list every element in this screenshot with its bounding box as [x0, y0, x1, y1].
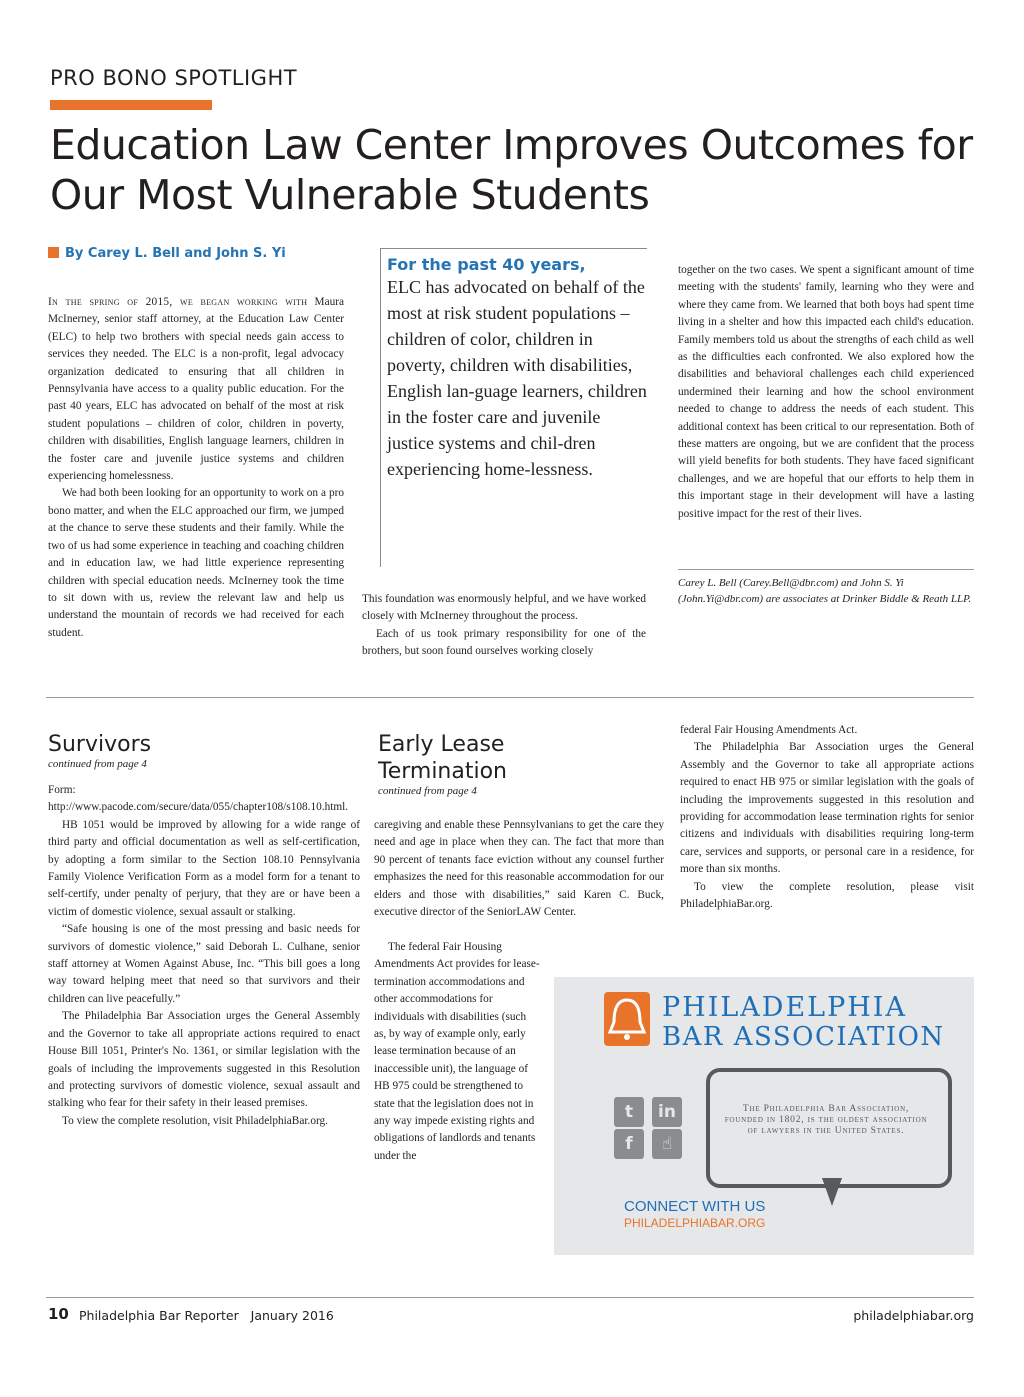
section-kicker: PRO BONO SPOTLIGHT	[50, 66, 298, 90]
lease-body-1	[374, 817, 664, 921]
lease-p1: caregiving and enable these Pennsylvanians to get the care they need and age in place when they can. The fact that more than 90 percent of tenants face eviction without any counsel further emphasizes the need for this reasonable accommodation for our elders and those with disabilities,” said Karen C. Buck, executive director of the SeniorLAW Center.	[374, 819, 664, 919]
article-column-1	[48, 294, 344, 642]
ad-name-line-2: BAR ASSOCIATION	[662, 1022, 945, 1052]
paragraph-5: together on the two cases. We spent a significant amount of time meeting with the students' family, learning who they were and where they came from. We learned that both boys had spent time living in a shelter and how this impacted each child's education. Family members told us about the strengths of each child as well as the difficulties each confronted. We also explored how the disabilities and behavioral challenges each child experienced undermined their learning and how the school environment needed to change to address the needs of each student. This additional context has been critical to our representation. Both of these matters are ongoing, but we are confident that the process will yield benefits for both students. They have faced significant challenges, and we are hopeful that our efforts to help them in this important stage in their development will have a lasting positive impact for the rest of their lives.	[678, 264, 974, 520]
lead-in-text: In the spring of 2015, we began working with	[48, 296, 308, 308]
ad-url-link[interactable]: PHILADELPHIABAR.ORG	[624, 1216, 766, 1230]
linkedin-icon[interactable]: in	[652, 1097, 682, 1127]
lease-p5: To view the complete resolution, please visit PhiladelphiaBar.org.	[680, 880, 974, 911]
lease-p2: The federal Fair Housing Amendments Act provides for lease-termination accommodations and other accommodations for individuals with disabilities (such as, by way of example only, early lease termination because of an inaccessible unit), the language of HB 975 could be strengthened to state that the legislation does not in any way impede existing rights and obligations of landlords and tenants under the	[374, 941, 540, 1162]
survivors-p5: To view the complete resolution, visit PhiladelphiaBar.org.	[62, 1114, 329, 1127]
survivors-p3: “Safe housing is one of the most pressing and basic needs for survivors of domestic violence,” said Deborah L. Culhane, senior staff attorney at Women Against Abuse, Inc. “This bill goes a long way toward helping meet that need so that survivors and their children can live peacefully.”	[48, 923, 360, 1005]
publication-name: Philadelphia Bar Reporter January 2016	[79, 1308, 334, 1323]
byline-text: By Carey L. Bell and John S. Yi	[65, 246, 286, 261]
lease-p4: The Philadelphia Bar Association urges the General Assembly and the Governor to take all appropriate actions required to enact HB 975 or similar legislation with the goals of including the improvements suggested in this resolution and providing for accommodation lease termination rights for senior citizens and individuals with disabilities requiring long-term care, services and supports, or personal care in a residence, for more than six months.	[680, 741, 974, 876]
byline-square-icon	[48, 247, 59, 258]
pull-quote-lead: For the past 40 years,	[387, 255, 586, 274]
ad-name-line-1: PHILADELPHIA	[662, 992, 907, 1023]
liberty-bell-logo-icon	[604, 992, 650, 1046]
ad-tagline: The Philadelphia Bar Association, founded in 1802, is the oldest association of lawyers in the United States.	[724, 1104, 928, 1136]
author-note: Carey L. Bell (Carey.Bell@dbr.com) and John S. Yi (John.Yi@dbr.com) are associates at Drinker Biddle & Reath LLP.	[678, 577, 972, 605]
twitter-icon[interactable]: t	[614, 1097, 644, 1127]
paragraph-1: Maura McInerney, senior staff attorney, at the Education Law Center (ELC) to help two brothers with special needs gain access to services they needed. The ELC is a non-profit, legal advocacy organization dedicated to ensuring that all children in Pennsylvania have access to a quality public education. For the past 40 years, ELC has advocated on behalf of the most at risk student populations – children of color, children in poverty, children with disabilities, English language learners, children in the foster care and juvenile justice systems and children experiencing homelessness.	[48, 296, 345, 483]
lease-title: Early Lease Termination	[378, 732, 508, 784]
kicker-accent-bar	[50, 100, 212, 110]
speech-bubble-tail	[822, 1178, 842, 1206]
section-divider	[46, 697, 974, 698]
footer-divider	[46, 1297, 974, 1298]
author-divider	[678, 569, 974, 570]
pull-quote-body: ELC has advocated on behalf of the most at risk student populations – children of color, children in poverty, children with disabilities, English lan-guage learners, children in the foster care and juvenile justice systems and chil-dren experiencing home-lessness.	[387, 277, 647, 479]
continued-note: continued from page 4	[48, 758, 147, 770]
connect-with-us[interactable]: CONNECT WITH US	[624, 1198, 766, 1215]
article-headline: Education Law Center Improves Outcomes for Our Most Vulnerable Students	[50, 121, 973, 219]
like-icon[interactable]: ☝	[652, 1129, 682, 1159]
lease-section-heading	[378, 731, 548, 797]
survivors-p1: Form: http://www.pacode.com/secure/data/055/chapter108/s108.10.html.	[48, 784, 349, 814]
survivors-title: Survivors	[48, 732, 152, 757]
lease-body-wrap	[374, 939, 540, 1165]
page-number: 10	[48, 1305, 69, 1323]
survivors-p4: The Philadelphia Bar Association urges the General Assembly and the Governor to take all appropriate actions required to enact House Bill 1051, Printer's No. 1361, or similar legislation with the goals of including the improvements suggested in this Resolution and protecting survivors of domestic violence, sexual assault and stalking who fear for their safety in their leased premises.	[48, 1010, 360, 1110]
lease-p3: federal Fair Housing Amendments Act.	[680, 724, 858, 736]
site-link[interactable]: philadelphiabar.org	[853, 1308, 974, 1323]
survivors-section	[48, 731, 360, 1130]
survivors-body	[48, 782, 360, 1130]
paragraph-3: This foundation was enormously helpful, and we have worked closely with McInerney throughout the process.	[362, 593, 646, 623]
article-column-3	[678, 262, 974, 523]
article-column-2	[362, 591, 646, 661]
lease-column-3	[680, 722, 974, 913]
paragraph-4: Each of us took primary responsibility for one of the brothers, but soon found ourselves working closely	[362, 627, 646, 658]
continued-note: continued from page 4	[378, 785, 477, 797]
byline	[48, 246, 286, 261]
facebook-icon[interactable]: f	[614, 1129, 644, 1159]
pull-quote	[380, 248, 647, 567]
paragraph-2: We had both been looking for an opportunity to work on a pro bono matter, and when the ELC approached our firm, we jumped at the chance to serve these students and their family. While the two of us had some experience in teaching and coaching children and in education law, we had little experience representing children with special education needs. McInerney took the time to sit down with us, review the relevant law and help us understand the mountain of records we had received for each student.	[48, 487, 344, 639]
survivors-p2: HB 1051 would be improved by allowing for a wide range of third party and official documentation as well as self-certification, by adopting a form similar to the Section 108.10 Pennsylvania Family Violence Verification Form as a model form for a tenant to self-certify, under penalty of perjury, that they are or have been a victim of domestic violence, sexual assault or stalking.	[48, 818, 360, 918]
